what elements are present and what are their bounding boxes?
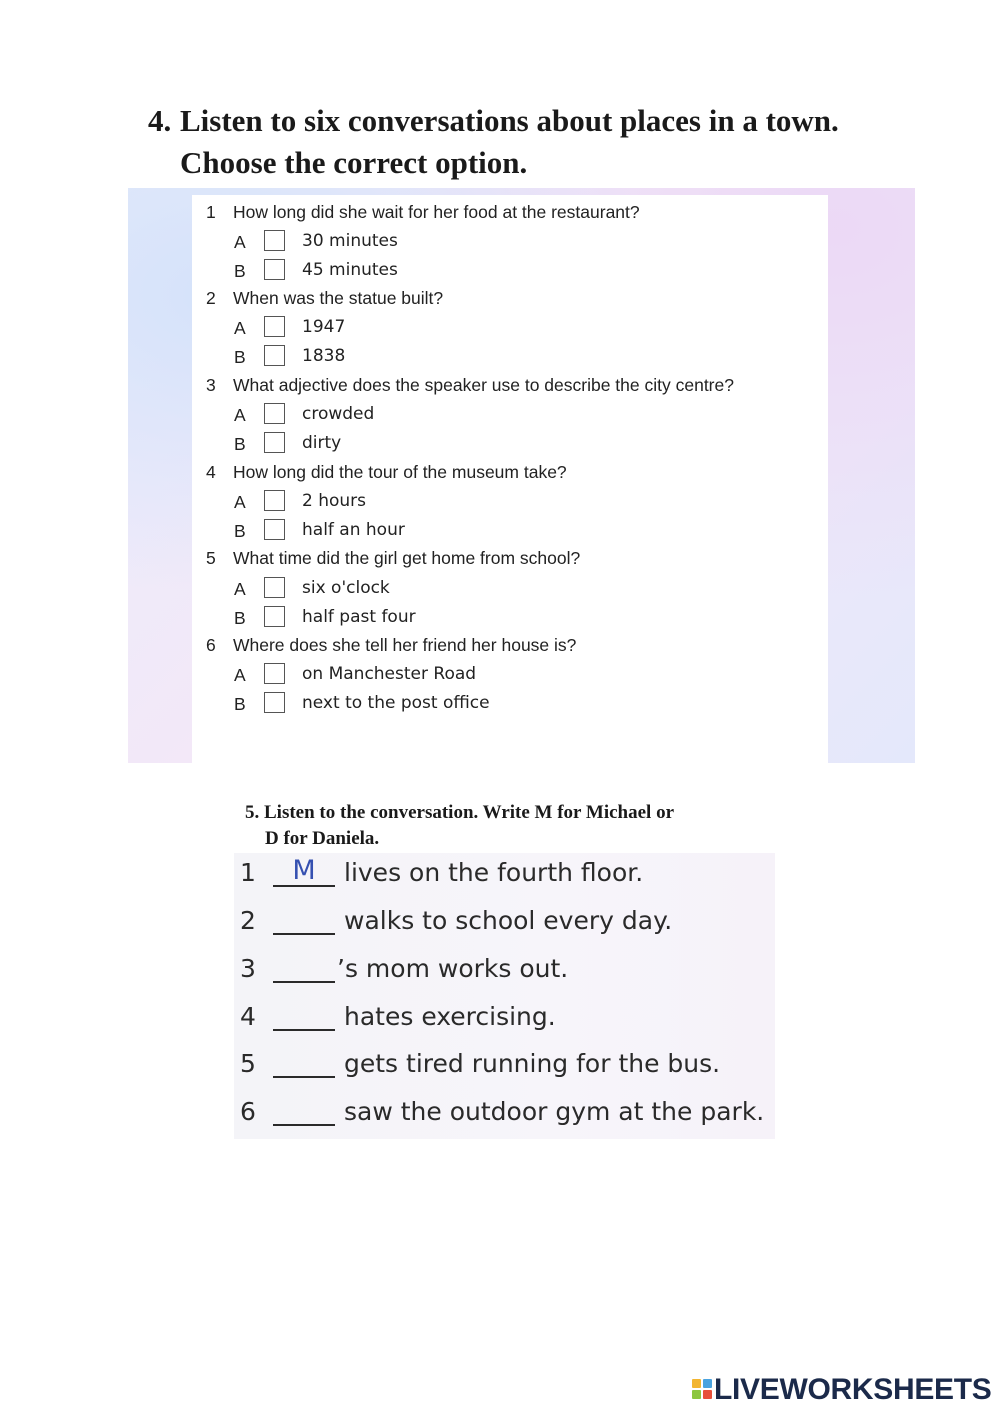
exercise-5-title-cont: D for Daniela.	[265, 828, 380, 849]
answer-checkbox[interactable]	[264, 403, 285, 424]
question-3: 3 What adjective does the speaker use to describe the city centre?	[206, 375, 734, 395]
exercise-4-header	[128, 95, 915, 188]
question-5-text: What time did the girl get home from school?	[233, 548, 581, 568]
answer-blank-line	[273, 1124, 335, 1126]
answer-field-1[interactable]: M	[292, 855, 316, 886]
exercise-4-panel	[128, 95, 915, 763]
answer-checkbox[interactable]	[264, 432, 285, 453]
question-3-text: What adjective does the speaker use to describe the city centre?	[233, 375, 734, 395]
answer-checkbox[interactable]	[264, 230, 285, 251]
question-6: 6 Where does she tell her friend her house is?	[206, 635, 577, 655]
answer-checkbox[interactable]	[264, 490, 285, 511]
answer-checkbox[interactable]	[264, 345, 285, 366]
question-1: 1 How long did she wait for her food at the restaurant?	[206, 202, 640, 222]
question-2: 2 When was the statue built?	[206, 288, 444, 308]
question-4: 4 How long did the tour of the museum take?	[206, 462, 567, 482]
answer-checkbox[interactable]	[264, 316, 285, 337]
liveworksheets-logo-text: LIVEWORKSHEETS	[714, 1373, 992, 1406]
exercise-4-number: 4.	[148, 103, 172, 138]
question-4-text: How long did the tour of the museum take?	[233, 462, 567, 482]
answer-checkbox[interactable]	[264, 519, 285, 540]
liveworksheets-logo-icon	[692, 1379, 712, 1399]
answer-blank-line	[273, 1076, 335, 1078]
answer-blank-line	[273, 933, 335, 935]
answer-checkbox[interactable]	[264, 692, 285, 713]
question-1-text: How long did she wait for her food at the restaurant?	[233, 202, 640, 222]
exercise-5-title: 5. Listen to the conversation. Write M for Michael or	[245, 802, 675, 823]
question-6-text: Where does she tell her friend her house is?	[233, 635, 577, 655]
question-5: 5 What time did the girl get home from school?	[206, 548, 581, 568]
answer-blank-line	[273, 1029, 335, 1031]
answer-checkbox[interactable]	[264, 577, 285, 598]
exercise-5-panel: 1 M lives on the fourth floor. 2 walks to school every day. 3 ’s mom works out. 4 hates exercising. 5 gets tired running for the bus. 6 saw the outdoor gym at the park.	[234, 853, 775, 1139]
question-2-text: When was the statue built?	[233, 288, 444, 308]
exercise-4-title: Listen to six conversations about places in a town.	[180, 103, 839, 138]
answer-blank-line	[273, 885, 335, 887]
exercise-4-instruction: Choose the correct option.	[180, 145, 528, 180]
answer-blank-line	[273, 981, 335, 983]
exercise-4-questions-card: 1 How long did she wait for her food at the restaurant? A 30 minutes B 45 minutes 2 When was the statue built? A 1947 B 1838 3 What adjective does the speaker use to describe the city centre? A crowded B dirty 4 How long did the tour of the museum take? A 2 hours B half an hour 5 What time did the girl get home from school? A six o'clock B half past four 6 Where does she tell her friend her house is? A on Manchester Road B next to the post office	[192, 195, 828, 825]
answer-checkbox[interactable]	[264, 606, 285, 627]
answer-checkbox[interactable]	[264, 259, 285, 280]
answer-checkbox[interactable]	[264, 663, 285, 684]
